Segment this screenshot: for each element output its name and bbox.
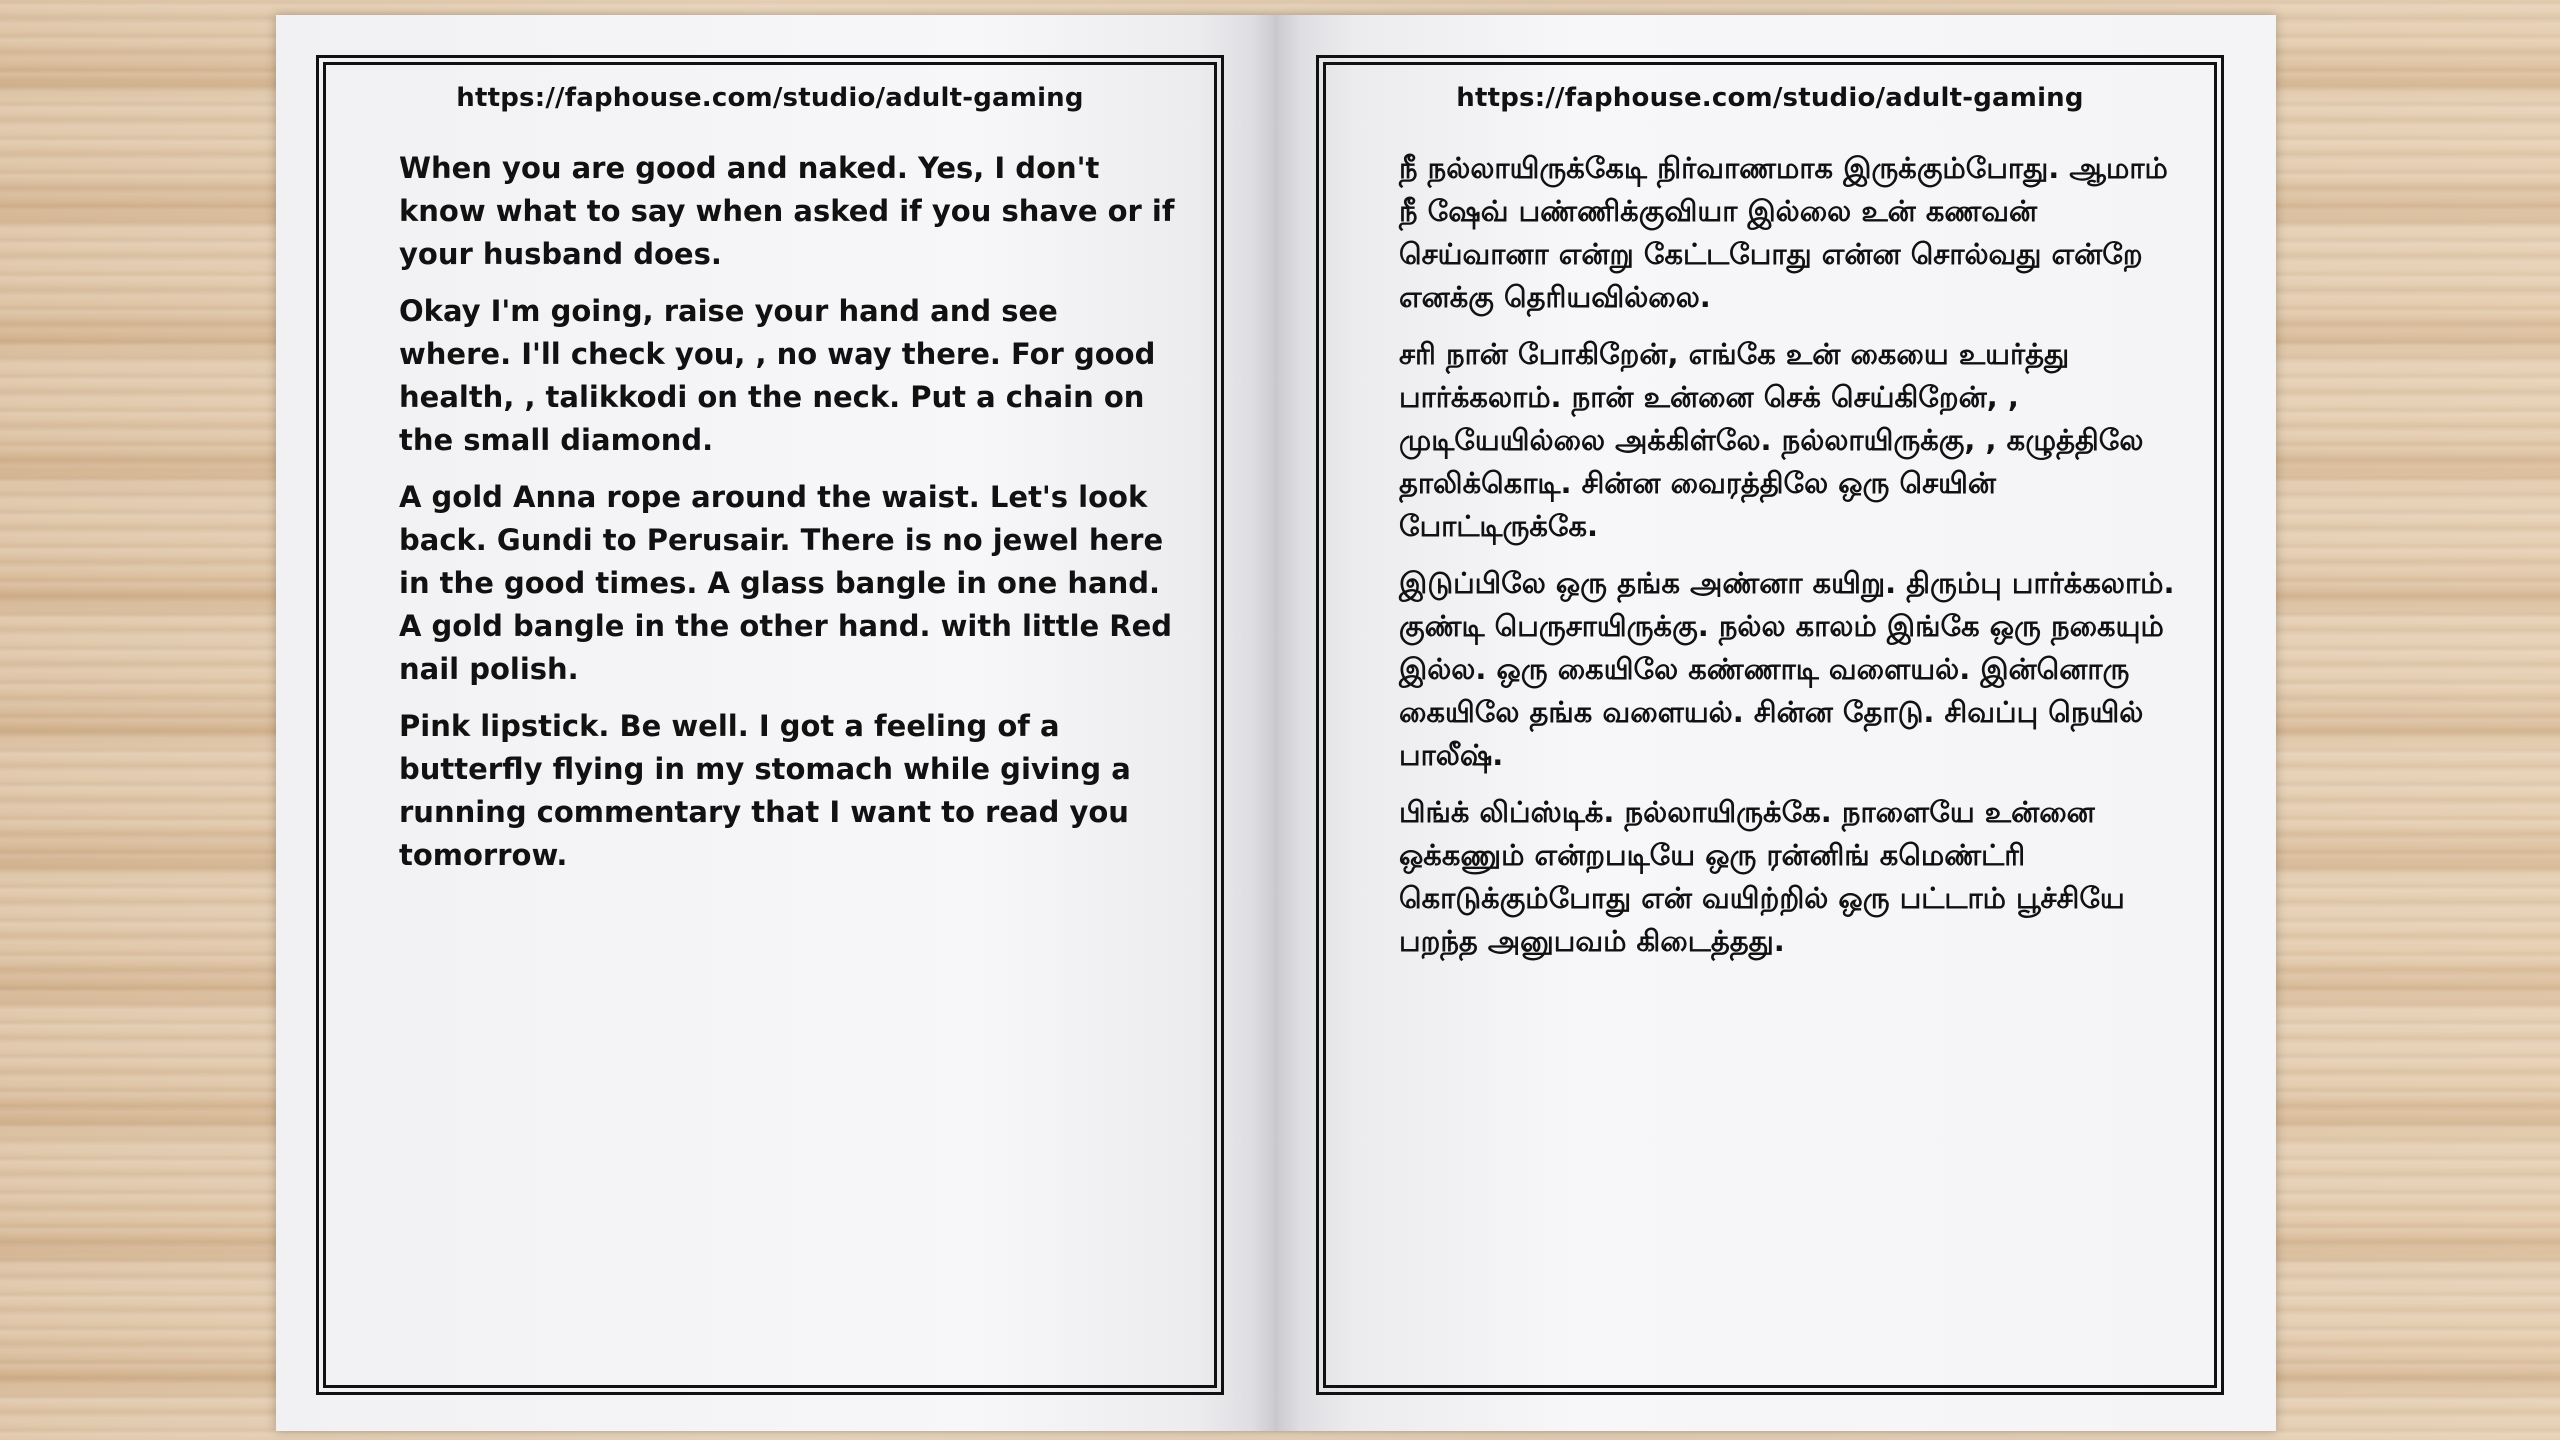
right-paragraph-4: பிங்க் லிப்ஸ்டிக். நல்லாயிருக்கே. நாளையே உன்னை ஒக்கணும் என்றபடியே ஒரு ரன்னிங் கமெண்ட்ரி கொடுக்கும்போது என் வயிற்றில் ஒரு பட்டாம் பூச்சியே பறந்த அனுபவம் கிடைத்தது. bbox=[1399, 795, 2125, 958]
left-page-inner-border bbox=[323, 62, 1217, 1388]
right-paragraph-1: நீ நல்லாயிருக்கேடி நிர்வாணமாக இருக்கும்போது. ஆமாம் நீ ஷேவ் பண்ணிக்குவியா இல்லை உன் கணவன் செய்வானா என்று கேட்டபோது என்ன சொல்வது என்றே எனக்கு தெரியவில்லை. bbox=[1399, 151, 2168, 314]
open-book bbox=[276, 15, 2276, 1431]
left-paragraph-2: Okay I'm going, raise your hand and see where. I'll check you, , no way there. For good health, , talikkodi on the neck. Put a chain on the small diamond. bbox=[399, 294, 1156, 457]
left-paragraph-4: Pink lipstick. Be well. I got a feeling of a butterfly flying in my stomach while giving a running commentary that I want to read you tomorrow. bbox=[399, 709, 1131, 872]
book-spine bbox=[1251, 15, 1301, 1431]
right-paragraph-2: சரி நான் போகிறேன், எங்கே உன் கையை உயர்த்து பார்க்கலாம். நான் உன்னை செக் செய்கிறேன், , முடியேயில்லை அக்கிள்லே. நல்லாயிருக்கு, , கழுத்திலே தாலிக்கொடி. சின்ன வைரத்திலே ஒரு செயின் போட்டிருக்கே. bbox=[1399, 337, 2144, 543]
right-page-inner-border bbox=[1323, 62, 2217, 1388]
right-page-url: https://faphouse.com/studio/adult-gaming bbox=[1456, 83, 2084, 113]
right-page-border bbox=[1316, 55, 2224, 1395]
left-page-text bbox=[399, 147, 1179, 891]
left-paragraph-3: A gold Anna rope around the waist. Let's look back. Gundi to Perusair. There is no jewel here in the good times. A glass bangle in one hand. A gold bangle in the other hand. with little Red nail polish. bbox=[399, 480, 1173, 686]
left-paragraph-1: When you are good and naked. Yes, I don't know what to say when asked if you shave or if your husband does. bbox=[399, 151, 1175, 271]
left-page-url: https://faphouse.com/studio/adult-gaming bbox=[456, 83, 1084, 113]
right-page-text bbox=[1399, 147, 2179, 977]
right-paragraph-3: இடுப்பிலே ஒரு தங்க அண்னா கயிறு. திரும்பு பார்க்கலாம். குண்டி பெருசாயிருக்கு. நல்ல காலம் இங்கே ஒரு நகையும் இல்ல. ஒரு கையிலே கண்ணாடி வளையல். இன்னொரு கையிலே தங்க வளையல். சின்ன தோடு. சிவப்பு நெயில் பாலீஷ். bbox=[1399, 566, 2175, 772]
left-page-border bbox=[316, 55, 1224, 1395]
